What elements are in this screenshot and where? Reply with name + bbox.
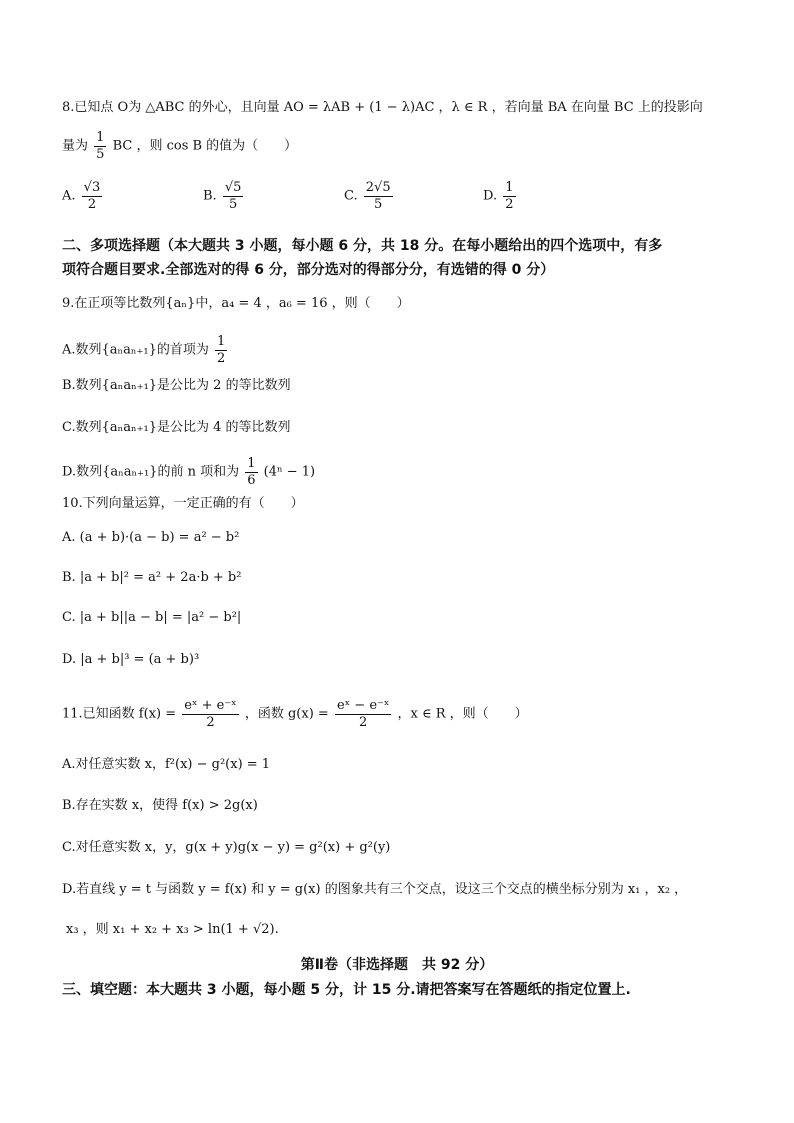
q11-option-b: B.存在实数 x，使得 f(x) > 2g(x) bbox=[62, 798, 258, 813]
q8-option-a bbox=[62, 180, 104, 212]
q9-option-d-post: (4ⁿ − 1) bbox=[263, 464, 316, 480]
q8-frac-den: 5 bbox=[96, 146, 105, 162]
q8-option-d bbox=[483, 180, 518, 212]
q11-stem bbox=[62, 698, 528, 730]
q8-option-b-label: B. bbox=[203, 188, 217, 204]
q10-option-c: C. |a + b||a − b| = |a² − b²| bbox=[62, 610, 242, 625]
q11-stem-pre: 11.已知函数 f(x) = bbox=[62, 706, 177, 722]
q11-option-d-line1: D.若直线 y = t 与函数 y = f(x) 和 y = g(x) 的图象共有三个交点，设这三个交点的横坐标分别为 x₁ ，x₂ ， bbox=[62, 882, 688, 897]
q8-option-a-num: √3 bbox=[83, 180, 101, 195]
q8-option-a-label: A. bbox=[62, 188, 76, 204]
q8-option-d-num: 1 bbox=[505, 180, 514, 195]
q9-option-d bbox=[62, 456, 315, 488]
section3-header: 三、填空题：本大题共 3 小题，每小题 5 分，计 15 分.请把答案写在答题纸的指定位置上. bbox=[62, 982, 631, 998]
q9-option-d-den: 6 bbox=[247, 472, 256, 488]
q10-option-d: D. |a + b|³ = (a + b)³ bbox=[62, 652, 200, 667]
q8-frac-num: 1 bbox=[96, 130, 105, 145]
q9-option-d-num: 1 bbox=[247, 456, 256, 471]
q9-option-a-den: 2 bbox=[217, 350, 226, 366]
q11-stem-mid: ，函数 g(x) = bbox=[244, 706, 329, 722]
q8-option-c-den: 5 bbox=[374, 196, 383, 212]
part2-title: 第Ⅱ卷（非选择题 共 92 分） bbox=[300, 957, 494, 973]
q8-option-d-label: D. bbox=[483, 188, 498, 204]
q11-f-den: 2 bbox=[206, 714, 215, 730]
q9-option-a bbox=[62, 334, 229, 366]
q11-g-den: 2 bbox=[359, 714, 368, 730]
q8-option-b-num: √5 bbox=[224, 180, 242, 195]
q8-option-c-label: C. bbox=[344, 188, 358, 204]
q11-option-c: C.对任意实数 x，y，g(x + y)g(x − y) = g²(x) + g²(y) bbox=[62, 840, 391, 855]
section2-header-line1: 二、多项选择题（本大题共 3 小题，每小题 6 分，共 18 分。在每小题给出的四个选项中，有多 bbox=[62, 238, 663, 254]
section2-header-line2: 项符合题目要求.全部选对的得 6 分，部分选对的得部分分，有选错的得 0 分） bbox=[62, 262, 555, 278]
q11-option-d-line2: x₃ ，则 x₁ + x₂ + x₃ > ln(1 + √2). bbox=[66, 922, 279, 937]
q8-line2 bbox=[62, 130, 297, 162]
q10-option-b: B. |a + b|² = a² + 2a·b + b² bbox=[62, 570, 242, 585]
q8-line2-post: BC ，则 cos B 的值为（ ） bbox=[112, 138, 298, 154]
q8-option-b-den: 5 bbox=[228, 196, 238, 212]
q9-option-a-text: A.数列{aₙaₙ₊₁}的首项为 bbox=[62, 342, 209, 358]
q8-option-c-num: 2√5 bbox=[365, 180, 391, 195]
q8-option-b bbox=[203, 180, 245, 212]
q10-option-a: A. (a + b)·(a − b) = a² − b² bbox=[62, 530, 240, 545]
q8-fraction bbox=[94, 130, 106, 162]
q11-stem-post: ，x ∈ R ，则（ ） bbox=[397, 706, 528, 722]
q8-line1: 8.已知点 O为 △ABC 的外心，且向量 AO = λAB + (1 − λ)AC ，λ ∈ R ，若向量 BA 在向量 BC 上的投影向 bbox=[62, 100, 703, 115]
q9-option-a-num: 1 bbox=[217, 334, 226, 349]
q9-stem: 9.在正项等比数列{aₙ}中，a₄ = 4 ，a₆ = 16 ，则（ ） bbox=[62, 296, 410, 311]
q9-option-d-text: D.数列{aₙaₙ₊₁}的前 n 项和为 bbox=[62, 464, 240, 480]
q9-option-b: B.数列{aₙaₙ₊₁}是公比为 2 的等比数列 bbox=[62, 378, 291, 393]
q11-option-a: A.对任意实数 x，f²(x) − g²(x) = 1 bbox=[62, 757, 271, 772]
q8-option-c bbox=[344, 180, 395, 212]
q11-f-num: eˣ + e⁻ˣ bbox=[184, 698, 237, 713]
q11-g-num: eˣ − e⁻ˣ bbox=[336, 698, 390, 713]
q8-line2-pre: 量为 bbox=[62, 138, 89, 154]
q8-option-a-den: 2 bbox=[87, 196, 97, 212]
q8-option-d-den: 2 bbox=[505, 196, 514, 212]
q9-option-c: C.数列{aₙaₙ₊₁}是公比为 4 的等比数列 bbox=[62, 420, 291, 435]
q10-stem: 10.下列向量运算，一定正确的有（ ） bbox=[62, 496, 304, 511]
